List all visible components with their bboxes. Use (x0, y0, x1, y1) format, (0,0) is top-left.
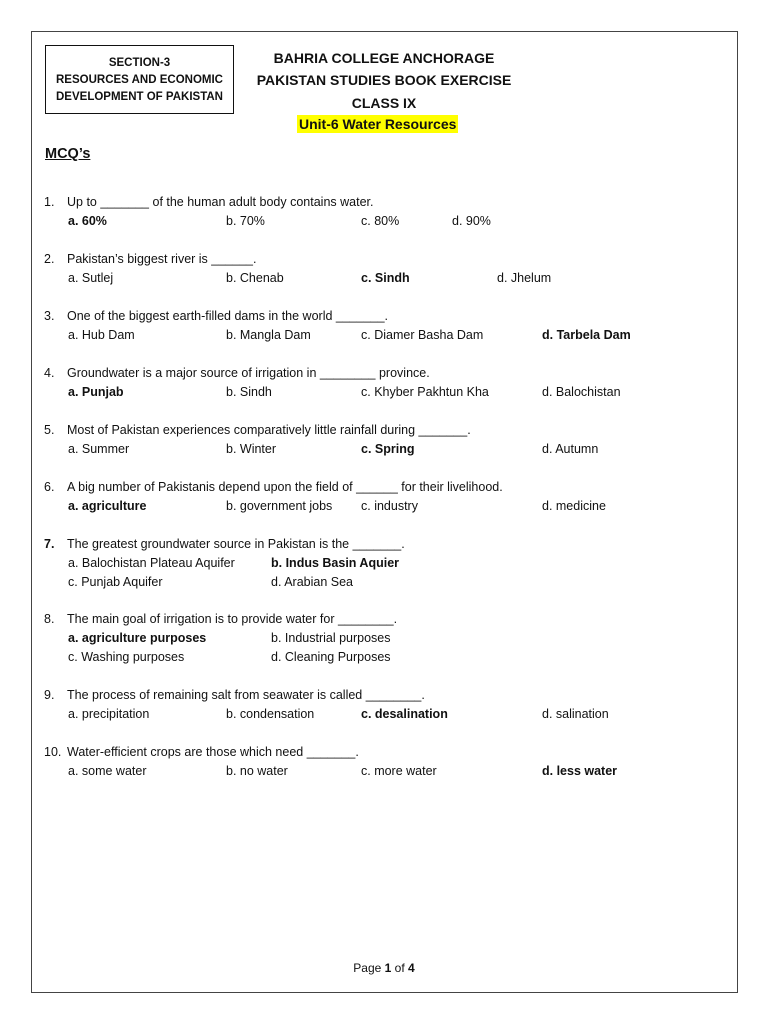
total-pages: 4 (408, 961, 415, 975)
question-number: 4. (44, 366, 55, 380)
answer-option-d: d. Cleaning Purposes (271, 650, 391, 664)
section-title-line-1: RESOURCES AND ECONOMIC (56, 74, 223, 86)
answer-option-a: a. Punjab (68, 385, 124, 399)
answer-option-c: c. desalination (361, 707, 448, 721)
answer-option-a: a. Hub Dam (68, 328, 135, 342)
answer-option-c: c. more water (361, 764, 437, 778)
answer-option-d: d. salination (542, 707, 609, 721)
answer-option-c: c. Sindh (361, 271, 410, 285)
answer-option-c: c. Diamer Basha Dam (361, 328, 484, 342)
answer-option-b: b. government jobs (226, 499, 333, 513)
current-page: 1 (384, 961, 392, 975)
answer-option-a: a. Summer (68, 442, 130, 456)
answer-option-b: b. 70% (226, 214, 265, 228)
answer-option-d: d. Autumn (542, 442, 599, 456)
page-prefix: Page (353, 961, 385, 975)
answer-option-c: c. Khyber Pakhtun Kha (361, 385, 489, 399)
answer-option-c: c. industry (361, 499, 418, 513)
question-stem: The process of remaining salt from seawater is called ________. (67, 688, 425, 702)
answer-option-d: d. medicine (542, 499, 606, 513)
answer-option-b: b. Sindh (226, 385, 272, 399)
question-number: 10. (44, 745, 62, 759)
answer-option-a: a. precipitation (68, 707, 150, 721)
question-stem: Pakistan’s biggest river is ______. (67, 252, 257, 266)
question-stem: The greatest groundwater source in Pakistan is the _______. (67, 537, 405, 551)
question-number: 7. (44, 537, 55, 551)
page-of: of (391, 961, 409, 975)
answer-option-a: a. agriculture purposes (68, 631, 207, 645)
answer-option-a: a. Balochistan Plateau Aquifer (68, 556, 235, 570)
college-name: BAHRIA COLLEGE ANCHORAGE (273, 50, 495, 66)
question-stem: A big number of Pakistanis depend upon the field of ______ for their livelihood. (67, 480, 503, 494)
answer-option-b: b. no water (226, 764, 288, 778)
answer-option-b: b. Chenab (226, 271, 284, 285)
answer-option-b: b. Mangla Dam (226, 328, 311, 342)
question-number: 3. (44, 309, 55, 323)
mcq-heading: MCQ’s (45, 146, 91, 162)
class-label: CLASS IX (351, 95, 417, 111)
answer-option-a: a. some water (68, 764, 147, 778)
section-number: SECTION-3 (108, 57, 171, 69)
answer-option-c: c. Washing purposes (68, 650, 185, 664)
answer-option-b: b. Winter (226, 442, 277, 456)
answer-option-a: a. Sutlej (68, 271, 114, 285)
answer-option-d: d. Arabian Sea (271, 575, 354, 589)
question-stem: Most of Pakistan experiences comparatively little rainfall during _______. (67, 423, 471, 437)
book-title: PAKISTAN STUDIES BOOK EXERCISE (256, 72, 512, 88)
question-number: 5. (44, 423, 55, 437)
question-number: 1. (44, 195, 55, 209)
question-stem: Groundwater is a major source of irrigation in ________ province. (67, 366, 430, 380)
question-number: 9. (44, 688, 55, 702)
question-stem: The main goal of irrigation is to provide water for ________. (67, 612, 398, 626)
section-title-line-2: DEVELOPMENT OF PAKISTAN (56, 91, 223, 103)
answer-option-b: b. Indus Basin Aquier (271, 556, 400, 570)
answer-option-d: d. less water (542, 764, 618, 778)
answer-option-d: d. Tarbela Dam (542, 328, 631, 342)
answer-option-d: d. 90% (452, 214, 491, 228)
answer-option-c: c. Punjab Aquifer (68, 575, 163, 589)
answer-option-b: b. Industrial purposes (271, 631, 391, 645)
section-box (45, 45, 234, 114)
question-stem: One of the biggest earth-filled dams in the world _______. (67, 309, 389, 323)
answer-option-b: b. condensation (226, 707, 315, 721)
question-number: 6. (44, 480, 55, 494)
answer-option-a: a. 60% (68, 214, 107, 228)
unit-title: Unit-6 Water Resources (299, 116, 457, 132)
page-footer (0, 961, 768, 975)
answer-option-c: c. Spring (361, 442, 415, 456)
question-stem: Up to _______ of the human adult body contains water. (67, 195, 374, 209)
answer-option-d: d. Jhelum (497, 271, 552, 285)
question-stem: Water-efficient crops are those which need _______. (67, 745, 359, 759)
question-number: 8. (44, 612, 55, 626)
answer-option-c: c. 80% (361, 214, 400, 228)
answer-option-d: d. Balochistan (542, 385, 621, 399)
question-number: 2. (44, 252, 55, 266)
answer-option-a: a. agriculture (68, 499, 147, 513)
